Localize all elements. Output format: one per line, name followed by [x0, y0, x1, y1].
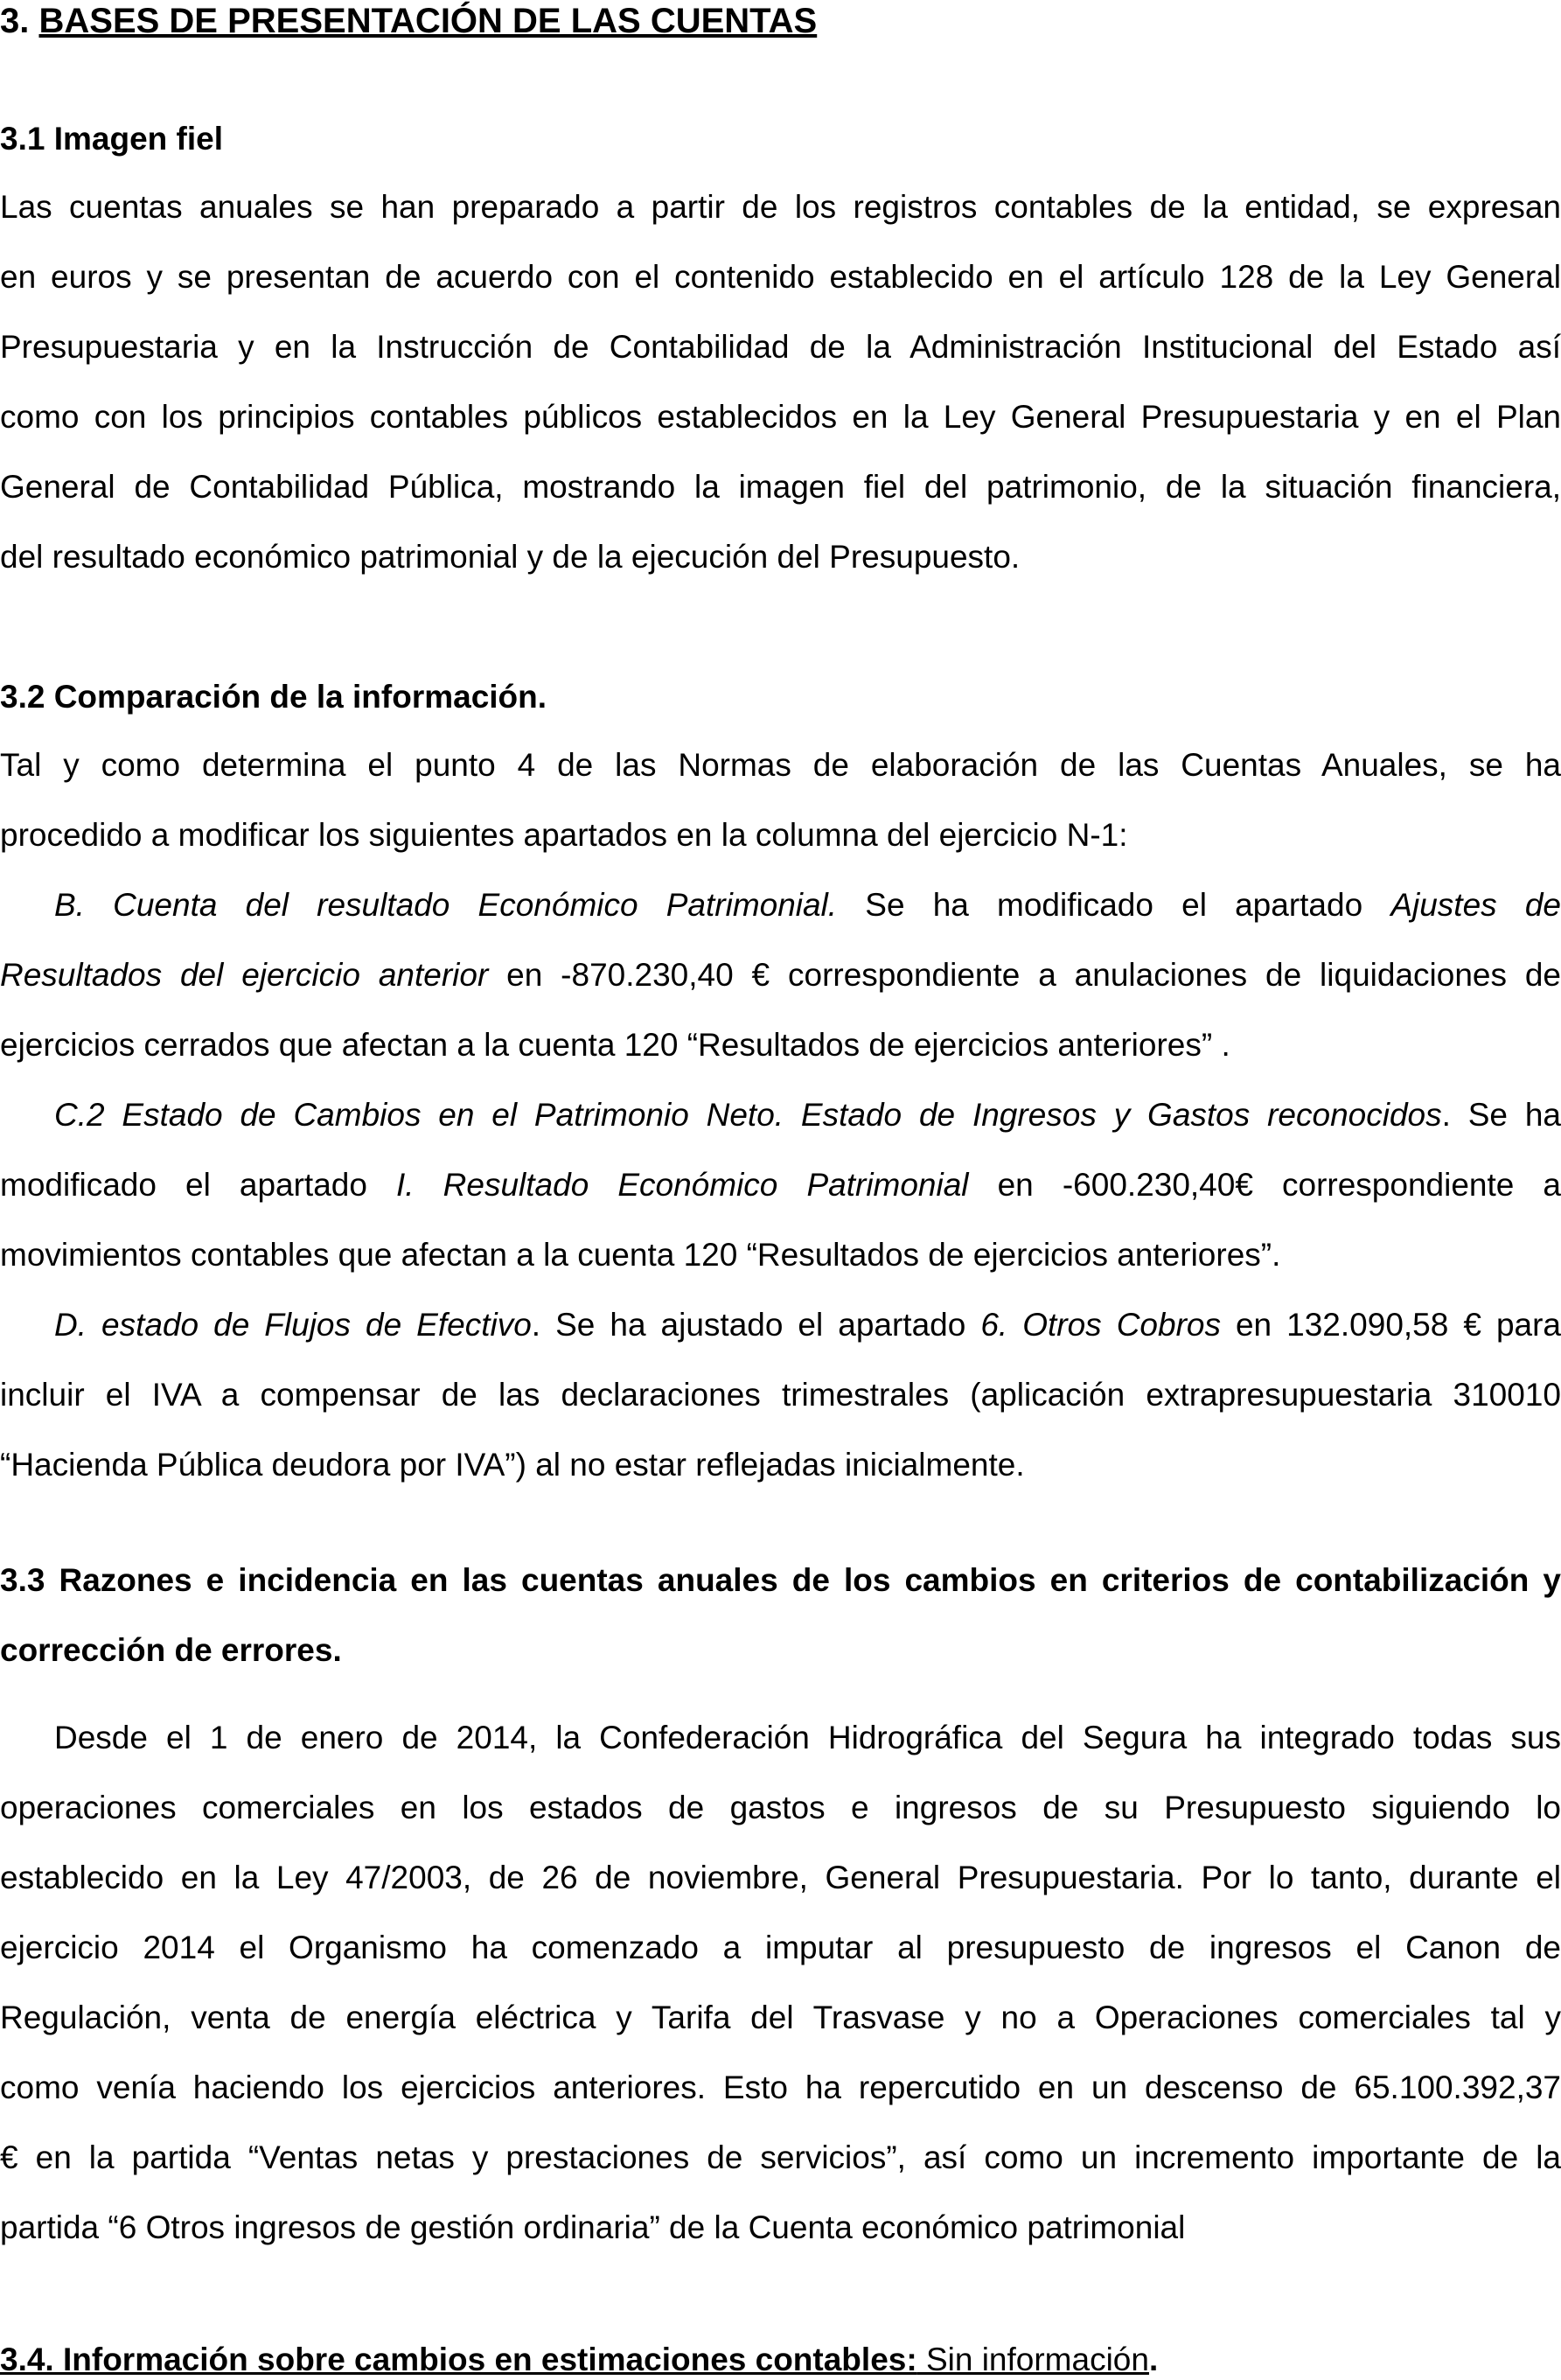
- section-heading: [0, 2, 1561, 40]
- paragraph-line: Tal y como determina el punto 4 de las Normas de elaboración de las Cuentas Anuales, se ha: [0, 747, 1561, 783]
- item-b-line-3: ejercicios cerrados que afectan a la cuenta 120 “Resultados de ejercicios anteriores” .: [0, 1027, 1230, 1063]
- subsection-title-3-3: 3.3 Razones e incidencia en las cuentas anuales de los cambios en criterios de contabilización y: [0, 1562, 1561, 1598]
- subsection-title-3-4: 3.4. Información sobre cambios en estimaciones contables:: [0, 2342, 917, 2377]
- paragraph-line: en euros y se presentan de acuerdo con el contenido establecido en el artículo 128 de la Ley General: [0, 259, 1561, 295]
- item-b-field: Ajustes de: [1390, 887, 1561, 923]
- item-d-field: 6. Otros Cobros: [980, 1307, 1221, 1343]
- paragraph-line: establecido en la Ley 47/2003, de 26 de noviembre, General Presupuestaria. Por lo tanto, durante el: [0, 1860, 1561, 1895]
- subsection-3-4-end: .: [1148, 2342, 1159, 2377]
- subsection-3-4: [0, 2341, 1561, 2379]
- item-b-line-2: [0, 956, 1561, 995]
- item-d-line-3: “Hacienda Pública deudora por IVA”) al no estar reflejadas inicialmente.: [0, 1447, 1025, 1483]
- paragraph-line: como venía haciendo los ejercicios anteriores. Esto ha repercutido en un descenso de 65.100.392,37: [0, 2069, 1561, 2105]
- section-title: BASES DE PRESENTACIÓN DE LAS CUENTAS: [38, 2, 818, 40]
- paragraph-line: operaciones comerciales en los estados de gastos e ingresos de su Presupuesto siguiendo lo: [0, 1790, 1561, 1825]
- subsection-title-3-2: 3.2 Comparación de la información.: [0, 679, 547, 715]
- item-d-line-1: [0, 1306, 1561, 1344]
- paragraph-line: partida “6 Otros ingresos de gestión ordinaria” de la Cuenta económico patrimonial: [0, 2209, 1186, 2245]
- subsection-3-4-text: Sin información: [916, 2342, 1149, 2377]
- item-c-line-3: movimientos contables que afectan a la cuenta 120 “Resultados de ejercicios anteriores”.: [0, 1237, 1281, 1273]
- item-b-line-1: [0, 886, 1561, 925]
- paragraph-line: Regulación, venta de energía eléctrica y Tarifa del Trasvase y no a Operaciones comerciales tal y: [0, 2000, 1561, 2035]
- item-c-text-2: modificado el apartado: [0, 1167, 397, 1203]
- item-b-text: Se ha modificado el apartado: [837, 887, 1391, 923]
- item-d-text: . Se ha ajustado el apartado: [531, 1307, 981, 1343]
- paragraph-line: Desde el 1 de enero de 2014, la Confederación Hidrográfica del Segura ha integrado todas sus: [54, 1720, 1561, 1755]
- paragraph-line: del resultado económico patrimonial y de la ejecución del Presupuesto.: [0, 539, 1021, 575]
- item-c-text: . Se ha: [1441, 1097, 1561, 1133]
- item-c-amount-text: en -600.230,40€ correspondiente a: [968, 1167, 1561, 1203]
- item-b-title: B. Cuenta del resultado Económico Patrimonial.: [54, 887, 838, 923]
- item-d-title: D. estado de Flujos de Efectivo: [54, 1307, 532, 1343]
- paragraph-line: General de Contabilidad Pública, mostrando la imagen fiel del patrimonio, de la situación financiera,: [0, 469, 1561, 505]
- subsection-title-3-3-cont: corrección de errores.: [0, 1632, 342, 1668]
- item-d-line-2: incluir el IVA a compensar de las declaraciones trimestrales (aplicación extrapresupuestaria 310010: [0, 1377, 1561, 1413]
- item-d-amount-text: en 132.090,58 € para: [1220, 1307, 1561, 1343]
- subsection-title-3-1: 3.1 Imagen fiel: [0, 121, 223, 157]
- paragraph-line: como con los principios contables públicos establecidos en la Ley General Presupuestaria y en el Plan: [0, 399, 1561, 435]
- section-number: 3.: [0, 2, 39, 40]
- item-c-line-1: [0, 1096, 1561, 1134]
- paragraph-line: Las cuentas anuales se han preparado a partir de los registros contables de la entidad, se expresan: [0, 189, 1561, 225]
- item-b-amount-text: en -870.230,40 € correspondiente a anulaciones de liquidaciones de: [488, 957, 1561, 993]
- paragraph-line: Presupuestaria y en la Instrucción de Contabilidad de la Administración Institucional del Estado así: [0, 329, 1561, 365]
- paragraph-line: procedido a modificar los siguientes apartados en la columna del ejercicio N-1:: [0, 817, 1128, 853]
- item-c-field: I. Resultado Económico Patrimonial: [396, 1167, 969, 1203]
- paragraph-line: ejercicio 2014 el Organismo ha comenzado a imputar al presupuesto de ingresos el Canon de: [0, 1930, 1561, 1965]
- item-c-title: C.2 Estado de Cambios en el Patrimonio Neto. Estado de Ingresos y Gastos reconocidos: [54, 1097, 1442, 1133]
- item-c-line-2: [0, 1166, 1561, 1204]
- item-b-field-cont: Resultados del ejercicio anterior: [0, 957, 489, 993]
- paragraph-line: € en la partida “Ventas netas y prestaciones de servicios”, así como un incremento importante de la: [0, 2139, 1561, 2175]
